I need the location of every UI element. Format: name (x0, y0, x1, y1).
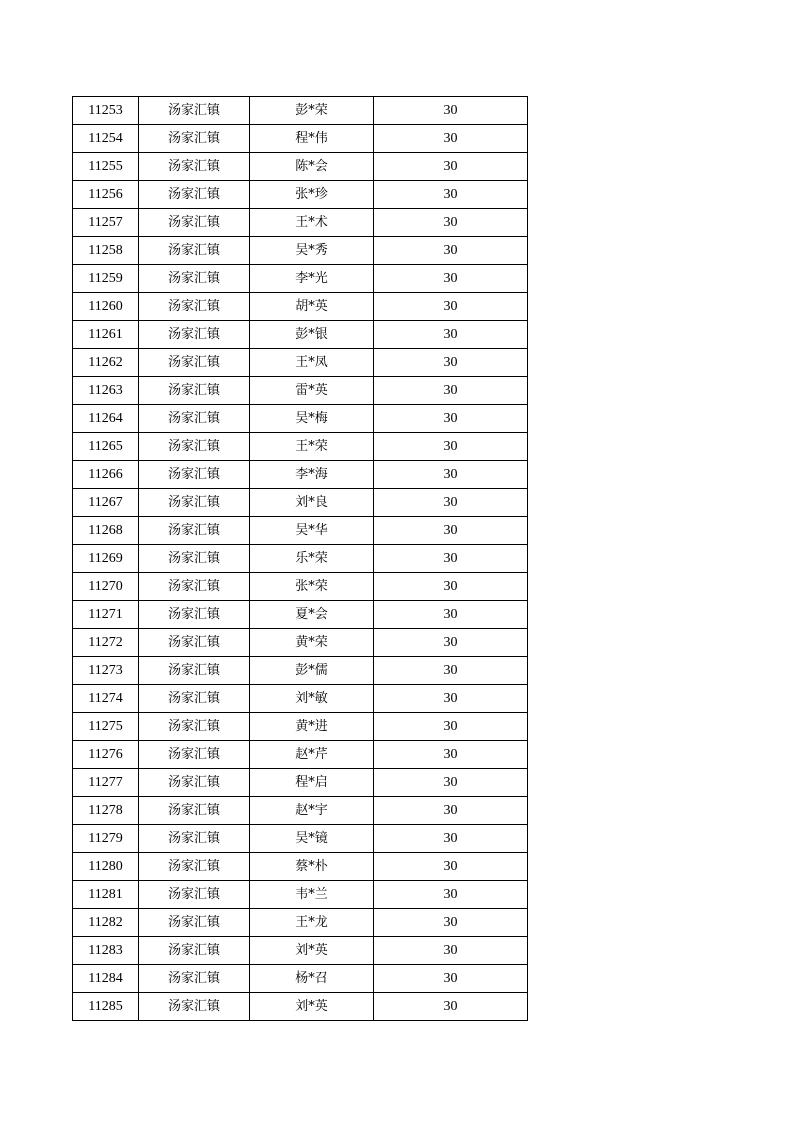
town-cell: 汤家汇镇 (139, 685, 250, 713)
name-cell: 王*凤 (250, 349, 374, 377)
table-row (73, 965, 528, 993)
name-cell: 李*海 (250, 461, 374, 489)
name-cell: 彭*荣 (250, 97, 374, 125)
row-id-cell: 11278 (73, 797, 139, 825)
name-cell: 程*伟 (250, 125, 374, 153)
table-row (73, 125, 528, 153)
table-row (73, 209, 528, 237)
table-row (73, 657, 528, 685)
row-id-cell: 11280 (73, 853, 139, 881)
row-id-cell: 11272 (73, 629, 139, 657)
table-row (73, 97, 528, 125)
table-row (73, 573, 528, 601)
table-row (73, 909, 528, 937)
table-row (73, 237, 528, 265)
town-cell: 汤家汇镇 (139, 881, 250, 909)
table-row (73, 993, 528, 1021)
name-cell: 王*荣 (250, 433, 374, 461)
amount-cell: 30 (374, 545, 528, 573)
name-cell: 赵*宇 (250, 797, 374, 825)
amount-cell: 30 (374, 405, 528, 433)
town-cell: 汤家汇镇 (139, 713, 250, 741)
amount-cell: 30 (374, 349, 528, 377)
amount-cell: 30 (374, 629, 528, 657)
table-row (73, 265, 528, 293)
row-id-cell: 11279 (73, 825, 139, 853)
row-id-cell: 11262 (73, 349, 139, 377)
table-row (73, 769, 528, 797)
table-row (73, 741, 528, 769)
name-cell: 黄*进 (250, 713, 374, 741)
row-id-cell: 11270 (73, 573, 139, 601)
town-cell: 汤家汇镇 (139, 489, 250, 517)
amount-cell: 30 (374, 685, 528, 713)
amount-cell: 30 (374, 433, 528, 461)
town-cell: 汤家汇镇 (139, 797, 250, 825)
name-cell: 吴*镜 (250, 825, 374, 853)
name-cell: 吴*梅 (250, 405, 374, 433)
name-cell: 王*龙 (250, 909, 374, 937)
table-row (73, 937, 528, 965)
name-cell: 夏*会 (250, 601, 374, 629)
town-cell: 汤家汇镇 (139, 573, 250, 601)
row-id-cell: 11266 (73, 461, 139, 489)
town-cell: 汤家汇镇 (139, 965, 250, 993)
town-cell: 汤家汇镇 (139, 461, 250, 489)
table-row (73, 461, 528, 489)
amount-cell: 30 (374, 797, 528, 825)
row-id-cell: 11275 (73, 713, 139, 741)
amount-cell: 30 (374, 713, 528, 741)
amount-cell: 30 (374, 993, 528, 1021)
row-id-cell: 11267 (73, 489, 139, 517)
table-row (73, 685, 528, 713)
row-id-cell: 11268 (73, 517, 139, 545)
row-id-cell: 11274 (73, 685, 139, 713)
table-row (73, 629, 528, 657)
town-cell: 汤家汇镇 (139, 153, 250, 181)
table-row (73, 405, 528, 433)
name-cell: 赵*芹 (250, 741, 374, 769)
name-cell: 杨*召 (250, 965, 374, 993)
town-cell: 汤家汇镇 (139, 237, 250, 265)
name-cell: 刘*英 (250, 993, 374, 1021)
name-cell: 彭*儒 (250, 657, 374, 685)
row-id-cell: 11273 (73, 657, 139, 685)
row-id-cell: 11253 (73, 97, 139, 125)
amount-cell: 30 (374, 265, 528, 293)
table-row (73, 321, 528, 349)
town-cell: 汤家汇镇 (139, 181, 250, 209)
amount-cell: 30 (374, 881, 528, 909)
amount-cell: 30 (374, 601, 528, 629)
town-cell: 汤家汇镇 (139, 517, 250, 545)
name-cell: 雷*英 (250, 377, 374, 405)
amount-cell: 30 (374, 293, 528, 321)
name-cell: 蔡*朴 (250, 853, 374, 881)
town-cell: 汤家汇镇 (139, 125, 250, 153)
row-id-cell: 11283 (73, 937, 139, 965)
row-id-cell: 11258 (73, 237, 139, 265)
town-cell: 汤家汇镇 (139, 321, 250, 349)
amount-cell: 30 (374, 125, 528, 153)
row-id-cell: 11269 (73, 545, 139, 573)
name-cell: 吴*秀 (250, 237, 374, 265)
name-cell: 李*光 (250, 265, 374, 293)
name-cell: 陈*会 (250, 153, 374, 181)
row-id-cell: 11264 (73, 405, 139, 433)
row-id-cell: 11281 (73, 881, 139, 909)
table-row (73, 797, 528, 825)
name-cell: 彭*银 (250, 321, 374, 349)
data-table (72, 96, 528, 1021)
row-id-cell: 11263 (73, 377, 139, 405)
town-cell: 汤家汇镇 (139, 433, 250, 461)
town-cell: 汤家汇镇 (139, 657, 250, 685)
town-cell: 汤家汇镇 (139, 629, 250, 657)
row-id-cell: 11284 (73, 965, 139, 993)
town-cell: 汤家汇镇 (139, 349, 250, 377)
table-row (73, 153, 528, 181)
amount-cell: 30 (374, 517, 528, 545)
town-cell: 汤家汇镇 (139, 993, 250, 1021)
town-cell: 汤家汇镇 (139, 405, 250, 433)
amount-cell: 30 (374, 209, 528, 237)
amount-cell: 30 (374, 769, 528, 797)
town-cell: 汤家汇镇 (139, 545, 250, 573)
table-row (73, 181, 528, 209)
amount-cell: 30 (374, 909, 528, 937)
amount-cell: 30 (374, 461, 528, 489)
amount-cell: 30 (374, 181, 528, 209)
row-id-cell: 11261 (73, 321, 139, 349)
amount-cell: 30 (374, 377, 528, 405)
table-row (73, 713, 528, 741)
name-cell: 刘*良 (250, 489, 374, 517)
town-cell: 汤家汇镇 (139, 601, 250, 629)
town-cell: 汤家汇镇 (139, 853, 250, 881)
amount-cell: 30 (374, 321, 528, 349)
table-row (73, 377, 528, 405)
name-cell: 张*珍 (250, 181, 374, 209)
town-cell: 汤家汇镇 (139, 741, 250, 769)
town-cell: 汤家汇镇 (139, 97, 250, 125)
table-row (73, 433, 528, 461)
amount-cell: 30 (374, 153, 528, 181)
amount-cell: 30 (374, 573, 528, 601)
name-cell: 黄*荣 (250, 629, 374, 657)
row-id-cell: 11260 (73, 293, 139, 321)
row-id-cell: 11276 (73, 741, 139, 769)
table-row (73, 601, 528, 629)
town-cell: 汤家汇镇 (139, 769, 250, 797)
name-cell: 王*术 (250, 209, 374, 237)
row-id-cell: 11255 (73, 153, 139, 181)
table-row (73, 881, 528, 909)
town-cell: 汤家汇镇 (139, 209, 250, 237)
table-row (73, 825, 528, 853)
row-id-cell: 11285 (73, 993, 139, 1021)
table-row (73, 349, 528, 377)
amount-cell: 30 (374, 489, 528, 517)
row-id-cell: 11257 (73, 209, 139, 237)
row-id-cell: 11277 (73, 769, 139, 797)
amount-cell: 30 (374, 853, 528, 881)
amount-cell: 30 (374, 97, 528, 125)
row-id-cell: 11271 (73, 601, 139, 629)
town-cell: 汤家汇镇 (139, 265, 250, 293)
amount-cell: 30 (374, 937, 528, 965)
table-row (73, 489, 528, 517)
table-row (73, 293, 528, 321)
name-cell: 刘*敏 (250, 685, 374, 713)
table-row (73, 853, 528, 881)
name-cell: 刘*英 (250, 937, 374, 965)
town-cell: 汤家汇镇 (139, 825, 250, 853)
name-cell: 韦*兰 (250, 881, 374, 909)
table-row (73, 517, 528, 545)
name-cell: 张*荣 (250, 573, 374, 601)
row-id-cell: 11265 (73, 433, 139, 461)
name-cell: 吴*华 (250, 517, 374, 545)
amount-cell: 30 (374, 237, 528, 265)
row-id-cell: 11254 (73, 125, 139, 153)
name-cell: 胡*英 (250, 293, 374, 321)
amount-cell: 30 (374, 657, 528, 685)
name-cell: 乐*荣 (250, 545, 374, 573)
row-id-cell: 11282 (73, 909, 139, 937)
row-id-cell: 11256 (73, 181, 139, 209)
amount-cell: 30 (374, 741, 528, 769)
name-cell: 程*启 (250, 769, 374, 797)
row-id-cell: 11259 (73, 265, 139, 293)
amount-cell: 30 (374, 965, 528, 993)
town-cell: 汤家汇镇 (139, 909, 250, 937)
table-row (73, 545, 528, 573)
town-cell: 汤家汇镇 (139, 293, 250, 321)
table-body (73, 97, 528, 1021)
town-cell: 汤家汇镇 (139, 377, 250, 405)
amount-cell: 30 (374, 825, 528, 853)
town-cell: 汤家汇镇 (139, 937, 250, 965)
